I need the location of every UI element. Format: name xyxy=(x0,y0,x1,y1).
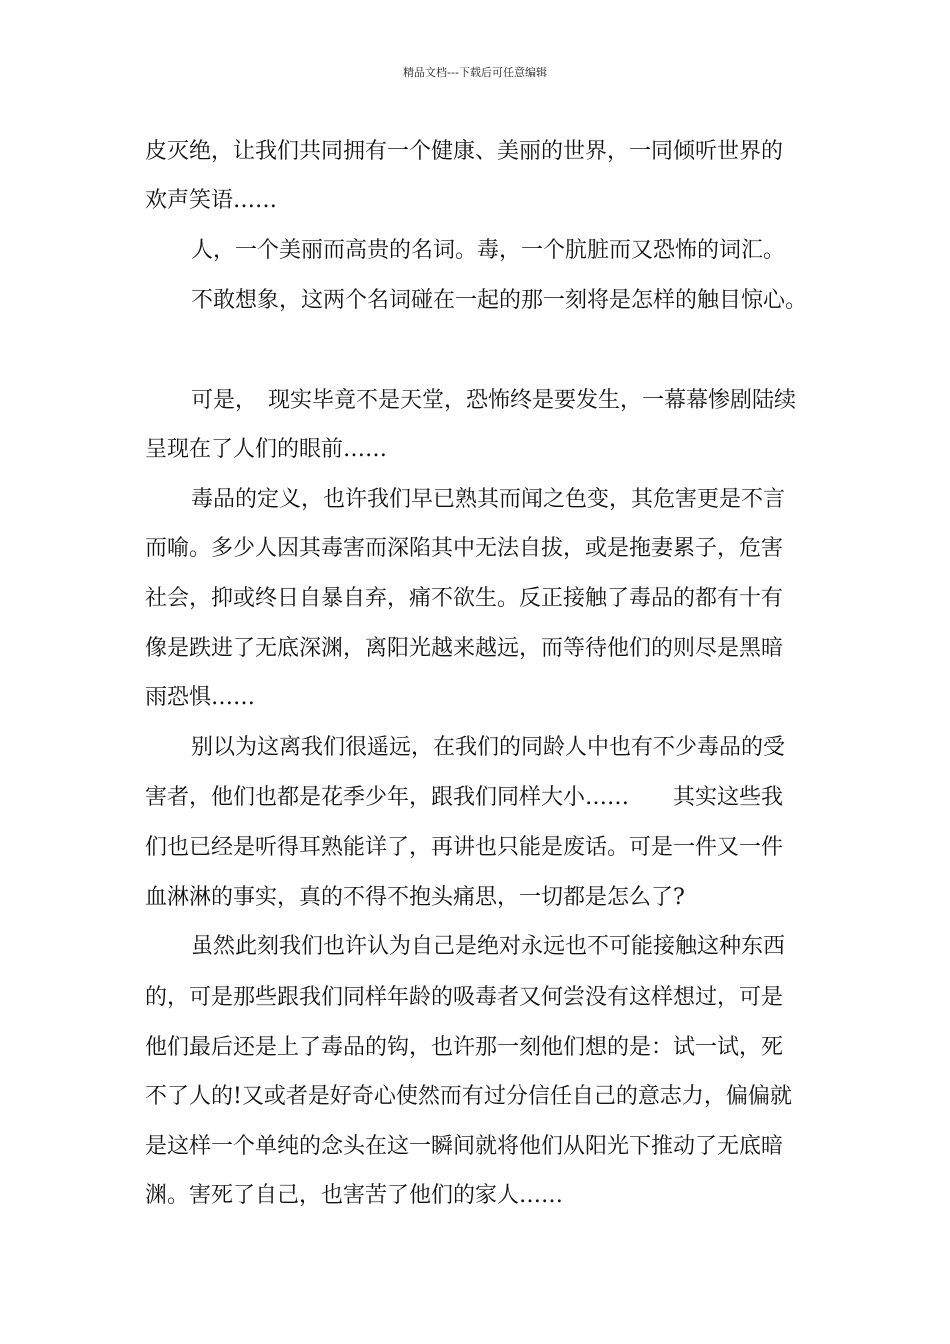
paragraph-first-line: 不敢想象，这两个名词碰在一起的那一刻将是怎样的触目惊心。 xyxy=(191,288,808,313)
paragraph-first-line: 虽然此刻我们也许认为自己是绝对永远也不可能接触这种东西 xyxy=(191,934,786,959)
text-line: 不了人的!又或者是好奇心使然而有过分信任自己的意志力，偏偏就 xyxy=(145,1084,792,1109)
text-line: 的，可是那些跟我们同样年龄的吸毒者又何尝没有这样想过，可是 xyxy=(145,985,784,1010)
text-line: 渊。害死了自己，也害苦了他们的家人…… xyxy=(145,1183,564,1208)
paragraph-first-line: 可是， 现实毕竟不是天堂，恐怖终是要发生，一幕幕惨剧陆续 xyxy=(191,388,797,413)
text-line: 害者，他们也都是花季少年，跟我们同样大小…… 其实这些我 xyxy=(145,785,784,810)
text-line: 雨恐惧…… xyxy=(145,685,256,710)
text-line: 社会，抑或终日自暴自弃，痛不欲生。反正接触了毒品的都有十有 xyxy=(145,586,784,611)
text-line: 血淋淋的事实，真的不得不抱头痛思，一切都是怎么了? xyxy=(145,885,685,910)
paragraph-first-line: 别以为这离我们很遥远，在我们的同龄人中也有不少毒品的受 xyxy=(191,735,786,760)
text-line: 皮灭绝，让我们共同拥有一个健康、美丽的世界，一同倾听世界的 xyxy=(145,139,784,164)
paragraph-first-line: 毒品的定义，也许我们早已熟其而闻之色变，其危害更是不言 xyxy=(191,487,786,512)
text-line: 呈现在了人们的眼前…… xyxy=(145,437,388,462)
text-line: 欢声笑语…… xyxy=(145,188,278,213)
paragraph-first-line: 人，一个美丽而高贵的名词。毒，一个肮脏而又恐怖的词汇。 xyxy=(191,238,786,263)
text-line: 而喻。多少人因其毒害而深陷其中无法自拔，或是拖妻累子，危害 xyxy=(145,536,784,561)
text-line: 像是跌进了无底深渊，离阳光越来越远，而等待他们的则尽是黑暗 xyxy=(145,636,784,661)
text-line: 们也已经是听得耳熟能详了，再讲也只能是废话。可是一件又一件 xyxy=(145,835,784,860)
page-header: 精品文档---下载后可任意编辑 xyxy=(403,66,547,79)
text-line: 是这样一个单纯的念头在这一瞬间就将他们从阳光下推动了无底暗 xyxy=(145,1134,784,1159)
text-line: 他们最后还是上了毒品的钩，也许那一刻他们想的是：试一试，死 xyxy=(145,1035,784,1060)
